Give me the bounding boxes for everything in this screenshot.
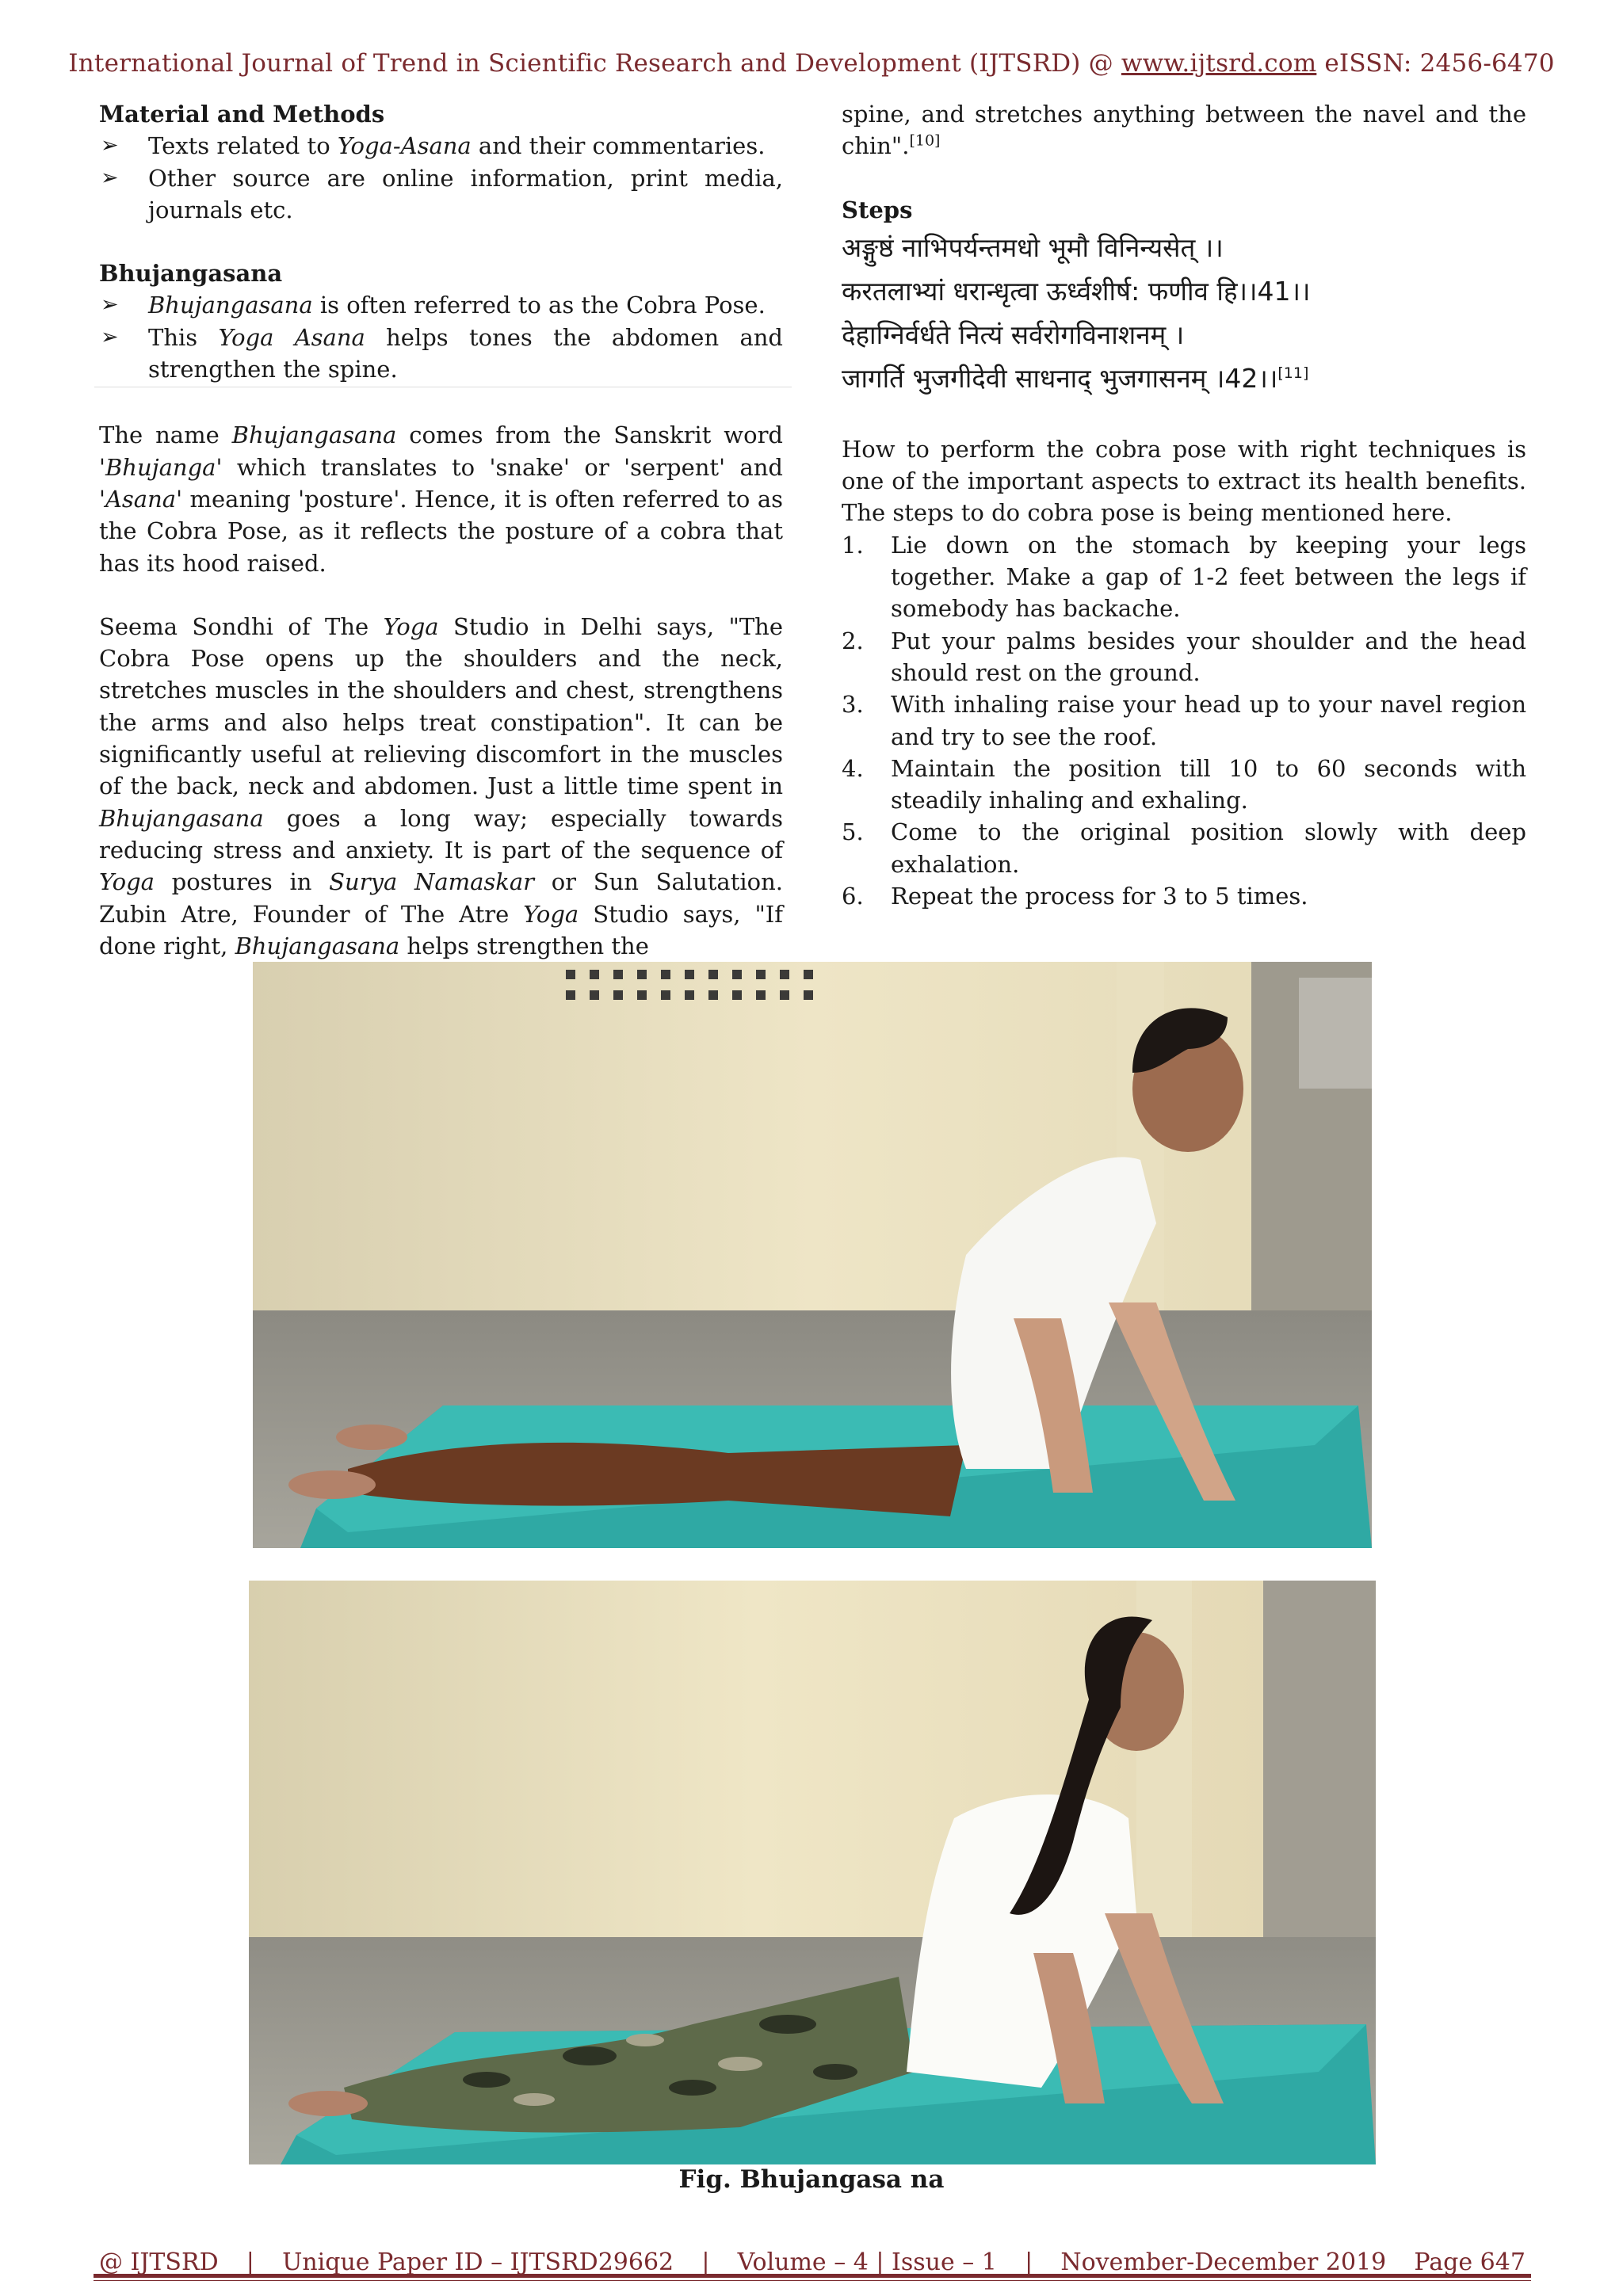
journal-link[interactable]: www.ijtsrd.com: [1121, 49, 1317, 78]
list-item: 3. With inhaling raise your head up to your navel region and try to see the roof.: [842, 691, 1526, 750]
arrowhead-bullet-icon: ➢: [101, 324, 119, 349]
list-item: ➢ Bhujangasana is often referred to as the Cobra Pose.: [99, 289, 783, 321]
footer-rule-thin: [94, 2280, 1531, 2281]
list-item: ➢ Other source are online information, print media, journals etc.: [99, 162, 783, 227]
figure-caption: Fig. Bhujangasa na: [678, 2165, 945, 2194]
bhujangasana-list: [99, 289, 783, 385]
steps-intro: How to perform the cobra pose with right techniques is one of the important aspects to extract its health benefits. The steps to do cobra pose is being mentioned here.: [842, 435, 1526, 527]
running-footer: [99, 2248, 1526, 2280]
list-item: ➢ This Yoga Asana helps tones the abdomen and strengthen the spine.: [99, 322, 783, 386]
steps-list: [842, 529, 1526, 913]
footer-date: November-December 2019: [1060, 2248, 1387, 2276]
materials-heading: Material and Methods: [99, 101, 385, 128]
sanskrit-verse: [842, 226, 1526, 400]
footer-paper-id: Unique Paper ID – IJTSRD29662: [282, 2248, 674, 2276]
paragraph-name-origin: The name Bhujangasana comes from the Sanskrit word 'Bhujanga' which translates to 'snake' or 'serpent' and 'Asana' meaning 'posture'. Hence, it is often referred to as the Cobra Pose, as it reflects the posture of a cobra that has its hood raised.: [99, 421, 783, 577]
paragraph-continuation: spine, and stretches anything between the navel and the chin".[10]: [842, 101, 1526, 160]
left-column: [99, 98, 783, 962]
footer-separator: |: [701, 2248, 710, 2276]
materials-list: [99, 130, 783, 226]
arrowhead-bullet-icon: ➢: [101, 292, 119, 318]
journal-name: International Journal of Trend in Scientific Research and Development (IJTSRD) @: [68, 49, 1121, 78]
steps-heading: Steps: [842, 196, 913, 223]
journal-issn: eISSN: 2456-6470: [1316, 49, 1555, 78]
figure-photo-male-cobra-pose: [253, 962, 1372, 1548]
arrowhead-bullet-icon: ➢: [101, 165, 119, 190]
footer-separator: |: [1025, 2248, 1033, 2276]
footer-volume: Volume – 4 | Issue – 1: [737, 2248, 997, 2276]
list-item: ➢ Texts related to Yoga-Asana and their commentaries.: [99, 130, 783, 162]
footer-journal: @ IJTSRD: [99, 2248, 219, 2276]
verse-line: देहाग्निर्वर्धते नित्यं सर्वरोगविनाशनम् ।: [842, 318, 1185, 350]
list-item: 6. Repeat the process for 3 to 5 times.: [842, 883, 1308, 910]
right-column: [842, 98, 1526, 912]
paragraph-quotes: Seema Sondhi of The Yoga Studio in Delhi says, "The Cobra Pose opens up the shoulders and the neck, stretches muscles in the shoulders and chest, strengthens the arms and also helps treat constipation". It can be significantly useful at relieving discomfort in the muscles of the back, neck and abdomen. Just a little time spent in Bhujangasana goes a long way; especially towards reducing stress and anxiety. It is part of the sequence of Yoga postures in Surya Namaskar or Sun Salutation. Zubin Atre, Founder of The Atre Yoga Studio says, "If done right, Bhujangasana helps strengthen the: [99, 612, 784, 959]
running-header: [0, 49, 1623, 78]
footer-separator: |: [246, 2248, 254, 2276]
citation-ref[interactable]: [10]: [909, 132, 941, 150]
list-item: 4. Maintain the position till 10 to 60 seconds with steadily inhaling and exhaling.: [842, 754, 1526, 814]
verse-line: करतलाभ्यां धरान्धृत्वा ऊर्ध्वशीर्ष: फणीव हि।।41।।: [842, 275, 1311, 307]
arrowhead-bullet-icon: ➢: [101, 133, 119, 158]
bhujangasana-heading: Bhujangasana: [99, 260, 283, 288]
figure-photo-female-cobra-pose: [249, 1581, 1376, 2164]
list-item: 5. Come to the original position slowly with deep exhalation.: [842, 818, 1526, 878]
citation-ref[interactable]: [11]: [1277, 364, 1309, 382]
list-item: 2. Put your palms besides your shoulder and the head should rest on the ground.: [842, 627, 1526, 686]
verse-line: जागर्ति भुजगीदेवी साधनाद् भुजगासनम् ।42।।[11]: [842, 362, 1309, 394]
list-item: 1. Lie down on the stomach by keeping your legs together. Make a gap of 1-2 feet between the legs if somebody has backache.: [842, 531, 1526, 623]
footer-page-number: Page 647: [1414, 2248, 1526, 2276]
verse-line: अङ्गुष्ठं नाभिपर्यन्तमधो भूमौ विनिन्यसेत् ।।: [842, 231, 1224, 263]
